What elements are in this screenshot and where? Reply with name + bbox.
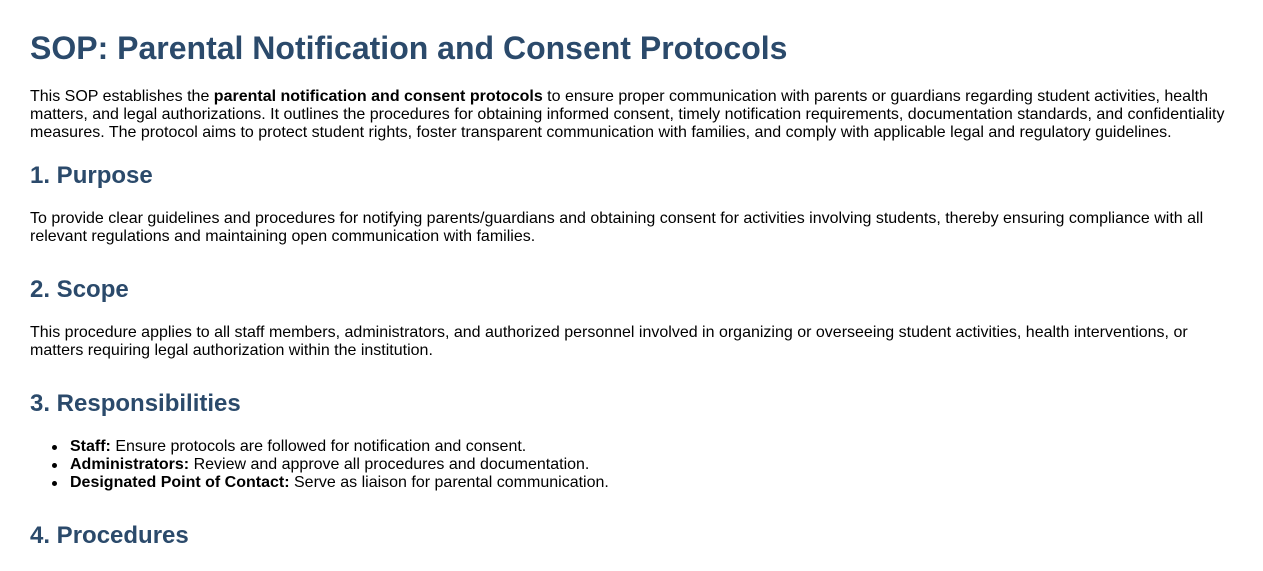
section-text-scope: This procedure applies to all staff members, administrators, and authorized personnel involved in organizing or overseeing student activities, health interventions, or matters requiring legal authorization within the institution. — [30, 324, 1188, 359]
section-heading-scope: 2. Scope — [30, 276, 129, 303]
intro-text-bold: parental notification and consent protocols — [213, 88, 543, 105]
bullet-icon — [52, 445, 57, 450]
section-text-purpose: To provide clear guidelines and procedures for notifying parents/guardians and obtaining consent for activities involving students, thereby ensuring compliance with all relevant regulations and maintaining open communication with families. — [30, 210, 1204, 245]
list-item — [30, 456, 1230, 474]
responsibility-role: Designated Point of Contact: — [70, 474, 290, 491]
intro-text-before: This SOP establishes the — [30, 88, 214, 105]
section-heading-procedures: 4. Procedures — [30, 522, 189, 549]
intro-text-after: to ensure proper communication with parents or guardians regarding student activities, health matters, and legal authorizations. It outlines the procedures for obtaining informed consent, timely notification requirements, documentation standards, and confidentiality measures. The protocol aims to protect student rights, foster transparent communication with families, and comply with applicable legal and regulatory guidelines. — [30, 88, 1225, 141]
responsibility-text: Serve as liaison for parental communication. — [289, 474, 609, 491]
section-heading-purpose: 1. Purpose — [30, 162, 153, 189]
list-item — [30, 438, 1230, 456]
bullet-icon — [52, 463, 57, 468]
bullet-icon — [52, 481, 57, 486]
page-title: SOP: Parental Notification and Consent Protocols — [30, 30, 788, 66]
responsibility-role: Administrators: — [70, 456, 190, 473]
responsibility-text: Review and approve all procedures and documentation. — [189, 456, 590, 473]
intro-paragraph — [30, 88, 1230, 142]
responsibility-role: Staff: — [70, 438, 111, 455]
list-item — [30, 474, 1230, 492]
responsibilities-list — [30, 438, 1230, 492]
section-heading-responsibilities: 3. Responsibilities — [30, 390, 241, 417]
responsibility-text: Ensure protocols are followed for notification and consent. — [110, 438, 527, 455]
